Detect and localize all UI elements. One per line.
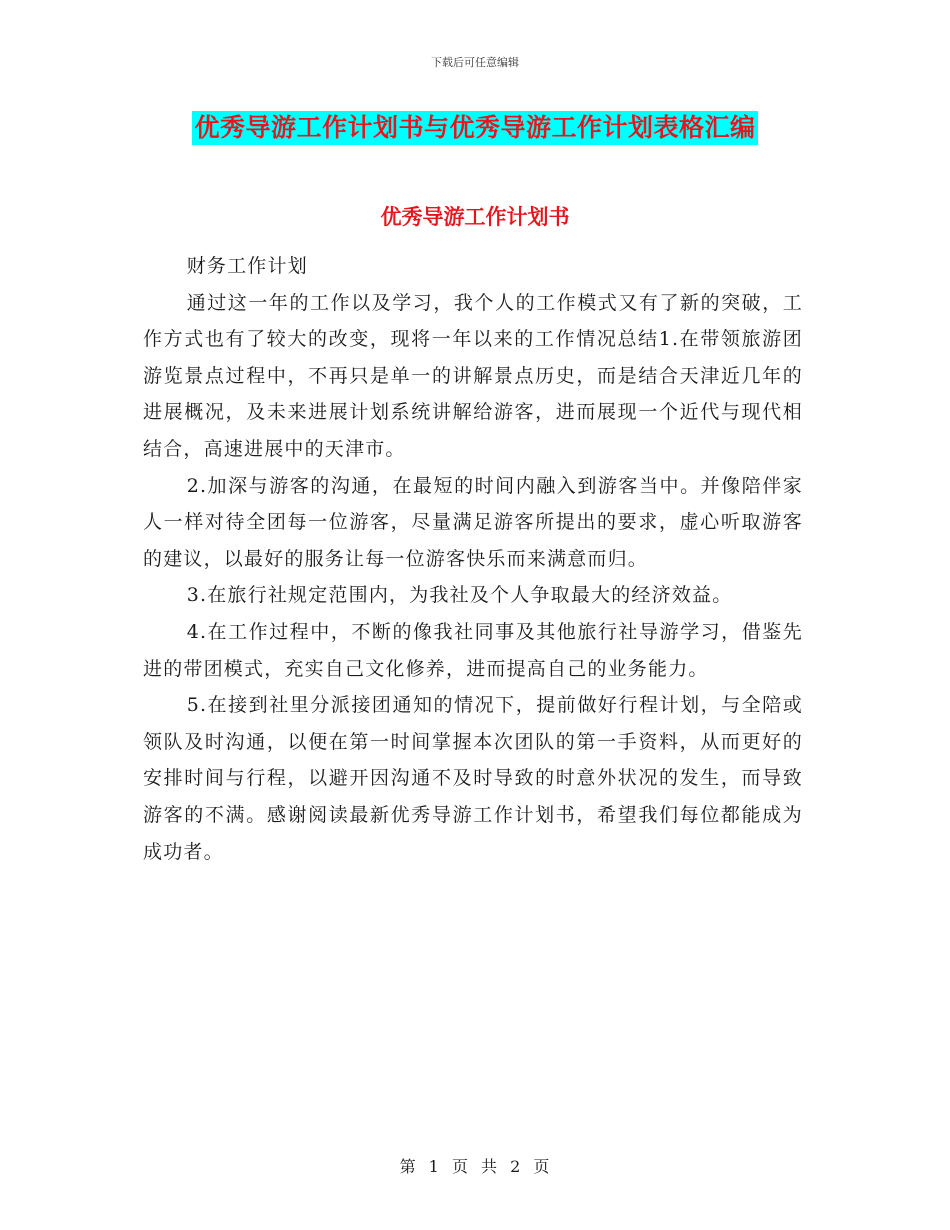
paragraph: 3.在旅行社规定范围内，为我社及个人争取最大的经济效益。 [186, 584, 733, 607]
section-title: 优秀导游工作计划书 [380, 204, 570, 229]
paragraph: 2.加深与游客的沟通，在最短的时间内融入到游客当中。并像陪伴家人一样对待全团每一位游客，尽量满足游客所提出的要求，虚心听取游客的建议，以最好的服务让每一位游客快乐而来满意而归。 [143, 474, 803, 570]
paragraph: 5.在接到社里分派接团通知的情况下，提前做好行程计划，与全陪或领队及时沟通，以便在第一时间掌握本次团队的第一手资料，从而更好的安排时间与行程，以避开因沟通不及时导致的时意外状况的发生，而导致游客的不满。感谢阅读最新优秀导游工作计划书，希望我们每位都能成为成功者。 [143, 694, 803, 863]
main-title: 优秀导游工作计划书与优秀导游工作计划表格汇编 [192, 111, 757, 145]
paragraph-heading: 财务工作计划 [186, 255, 308, 277]
header-note: 下载后可任意编辑 [431, 56, 519, 69]
page-number-footer: 第 1 页 共 2 页 [399, 1157, 551, 1176]
paragraph: 4.在工作过程中，不断的像我社同事及其他旅行社导游学习，借鉴先进的带团模式，充实自己文化修养，进而提高自己的业务能力。 [143, 620, 803, 680]
main-title-container [0, 111, 950, 145]
document-body [143, 248, 803, 870]
paragraph: 通过这一年的工作以及学习，我个人的工作模式又有了新的突破，工作方式也有了较大的改变，现将一年以来的工作情况总结1.在带领旅游团游览景点过程中，不再只是单一的讲解景点历史，而是结合天津近几年的进展概况，及未来进展计划系统讲解给游客，进而展现一个近代与现代相结合，高速进展中的天津市。 [143, 291, 803, 460]
